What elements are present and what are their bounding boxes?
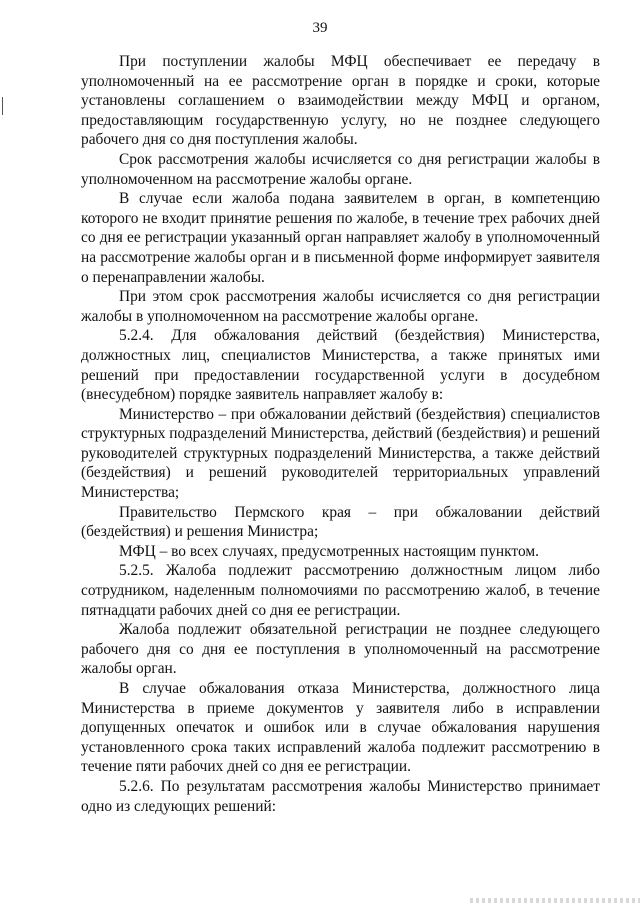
margin-mark	[2, 97, 3, 115]
paragraph-mfc-all-cases: МФЦ – во всех случаях, предусмотренных настоящим пунктом.	[119, 542, 539, 560]
paragraph-government: Правительство Пермского края – при обжаловании действий (бездействия) и решения Министра;	[81, 503, 600, 541]
page-number: 39	[312, 20, 328, 36]
paragraph-5-2-5: 5.2.5. Жалоба подлежит рассмотрению должностным лицом либо сотрудником, наделенным полномочиями по рассмотрению жалоб, в течение пятнадцати рабочих дней со дня ее регистрации.	[81, 562, 600, 619]
paragraph-term-redirect: При этом срок рассмотрения жалобы исчисляется со дня регистрации жалобы в уполномоченном на рассмотрение жалобы органе.	[81, 288, 600, 325]
paragraph-5-2-4: 5.2.4. Для обжалования действий (бездействия) Министерства, должностных лиц, специалистов Министерства, а также принятых ими решений при предоставлении государственной услуги в досудебном (внесудебном) порядке заявитель направляет жалобу в:	[81, 327, 600, 404]
paragraph-ministry: Министерство – при обжаловании действий (бездействия) специалистов структурных подразделений Министерства, действий (бездействия) и решений руководителей структурных подразделений Министерства, а также действий (бездействия) и решений руководителей территориальных управлений Министерства;	[81, 405, 600, 502]
paragraph-redirect: В случае если жалоба подана заявителем в орган, в компетенцию которого не входит принятие решения по жалобе, в течение трех рабочих дней со дня ее регистрации указанный орган направляет жалобу в уполномоченный на рассмотрение жалобы орган и в письменной форме информирует заявителя о перенаправлении жалобы.	[81, 190, 600, 286]
paragraph-refusal-appeal: В случае обжалования отказа Министерства, должностного лица Министерства в приеме документов у заявителя либо в исправлении допущенных опечаток и ошибок или в случае обжалования нарушения установленного срока таких исправлений жалоба подлежит рассмотрению в течение пяти рабочих дней со дня ее регистрации.	[81, 680, 600, 776]
paragraph-mfc-transfer: При поступлении жалобы МФЦ обеспечивает ее передачу в уполномоченный на ее рассмотрение орган в порядке и сроки, которые установлены соглашением о взаимодействии между МФЦ и органом, предоставляющим государственную услугу, но не позднее следующего рабочего дня со дня поступления жалобы.	[81, 53, 600, 149]
paragraph-term-start: Срок рассмотрения жалобы исчисляется со дня регистрации жалобы в уполномоченном на рассмотрение жалобы органе.	[81, 150, 600, 188]
document-body	[81, 52, 600, 816]
scan-footer-artifact	[470, 898, 640, 903]
paragraph-registration: Жалоба подлежит обязательной регистрации не позднее следующего рабочего дня со дня ее поступления в уполномоченный на рассмотрение жалобы орган.	[81, 621, 600, 678]
paragraph-5-2-6: 5.2.6. По результатам рассмотрения жалобы Министерство принимает одно из следующих решений:	[81, 777, 600, 815]
